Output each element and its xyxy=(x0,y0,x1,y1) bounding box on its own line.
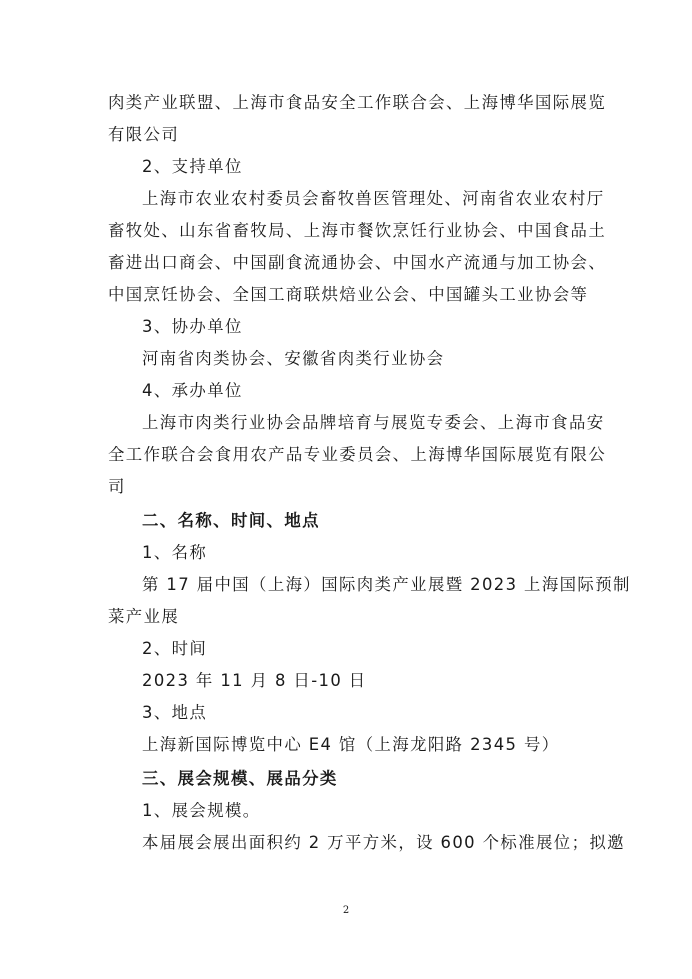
body-text-line: 全工作联合会食用农产品专业委员会、上海博华国际展览有限公 xyxy=(108,445,607,464)
body-text-line: 司 xyxy=(108,477,126,496)
subheading: 4、承办单位 xyxy=(142,381,243,400)
section-heading: 二、名称、时间、地点 xyxy=(142,511,320,530)
body-text-line: 菜产业展 xyxy=(108,607,180,626)
subheading: 2、支持单位 xyxy=(142,157,243,176)
subheading: 1、展会规模。 xyxy=(142,801,261,820)
subheading: 2、时间 xyxy=(142,639,208,658)
body-text-line: 上海市肉类行业协会品牌培育与展览专委会、上海市食品安 xyxy=(142,413,605,432)
subheading: 3、地点 xyxy=(142,703,208,722)
section-heading: 三、展会规模、展品分类 xyxy=(142,769,338,788)
body-text-line: 上海新国际博览中心 E4 馆（上海龙阳路 2345 号） xyxy=(142,735,560,754)
body-text-line: 肉类产业联盟、上海市食品安全工作联合会、上海博华国际展览 xyxy=(108,93,607,112)
body-text-line: 畜进出口商会、中国副食流通协会、中国水产流通与加工协会、 xyxy=(108,253,607,272)
body-text-line: 上海市农业农村委员会畜牧兽医管理处、河南省农业农村厅 xyxy=(142,189,605,208)
body-text-line: 本届展会展出面积约 2 万平方米，设 600 个标准展位；拟邀 xyxy=(142,833,625,852)
body-text-line: 中国烹饪协会、全国工商联烘焙业公会、中国罐头工业协会等 xyxy=(108,285,589,304)
body-text-line: 河南省肉类协会、安徽省肉类行业协会 xyxy=(142,349,445,368)
body-text-line: 有限公司 xyxy=(108,125,180,144)
subheading: 1、名称 xyxy=(142,543,208,562)
body-text-line: 第 17 届中国（上海）国际肉类产业展暨 2023 上海国际预制 xyxy=(142,575,631,594)
page-number: 2 xyxy=(342,905,350,916)
body-text-line: 畜牧处、山东省畜牧局、上海市餐饮烹饪行业协会、中国食品土 xyxy=(108,221,607,240)
subheading: 3、协办单位 xyxy=(142,317,243,336)
body-text-line: 2023 年 11 月 8 日-10 日 xyxy=(142,671,367,690)
